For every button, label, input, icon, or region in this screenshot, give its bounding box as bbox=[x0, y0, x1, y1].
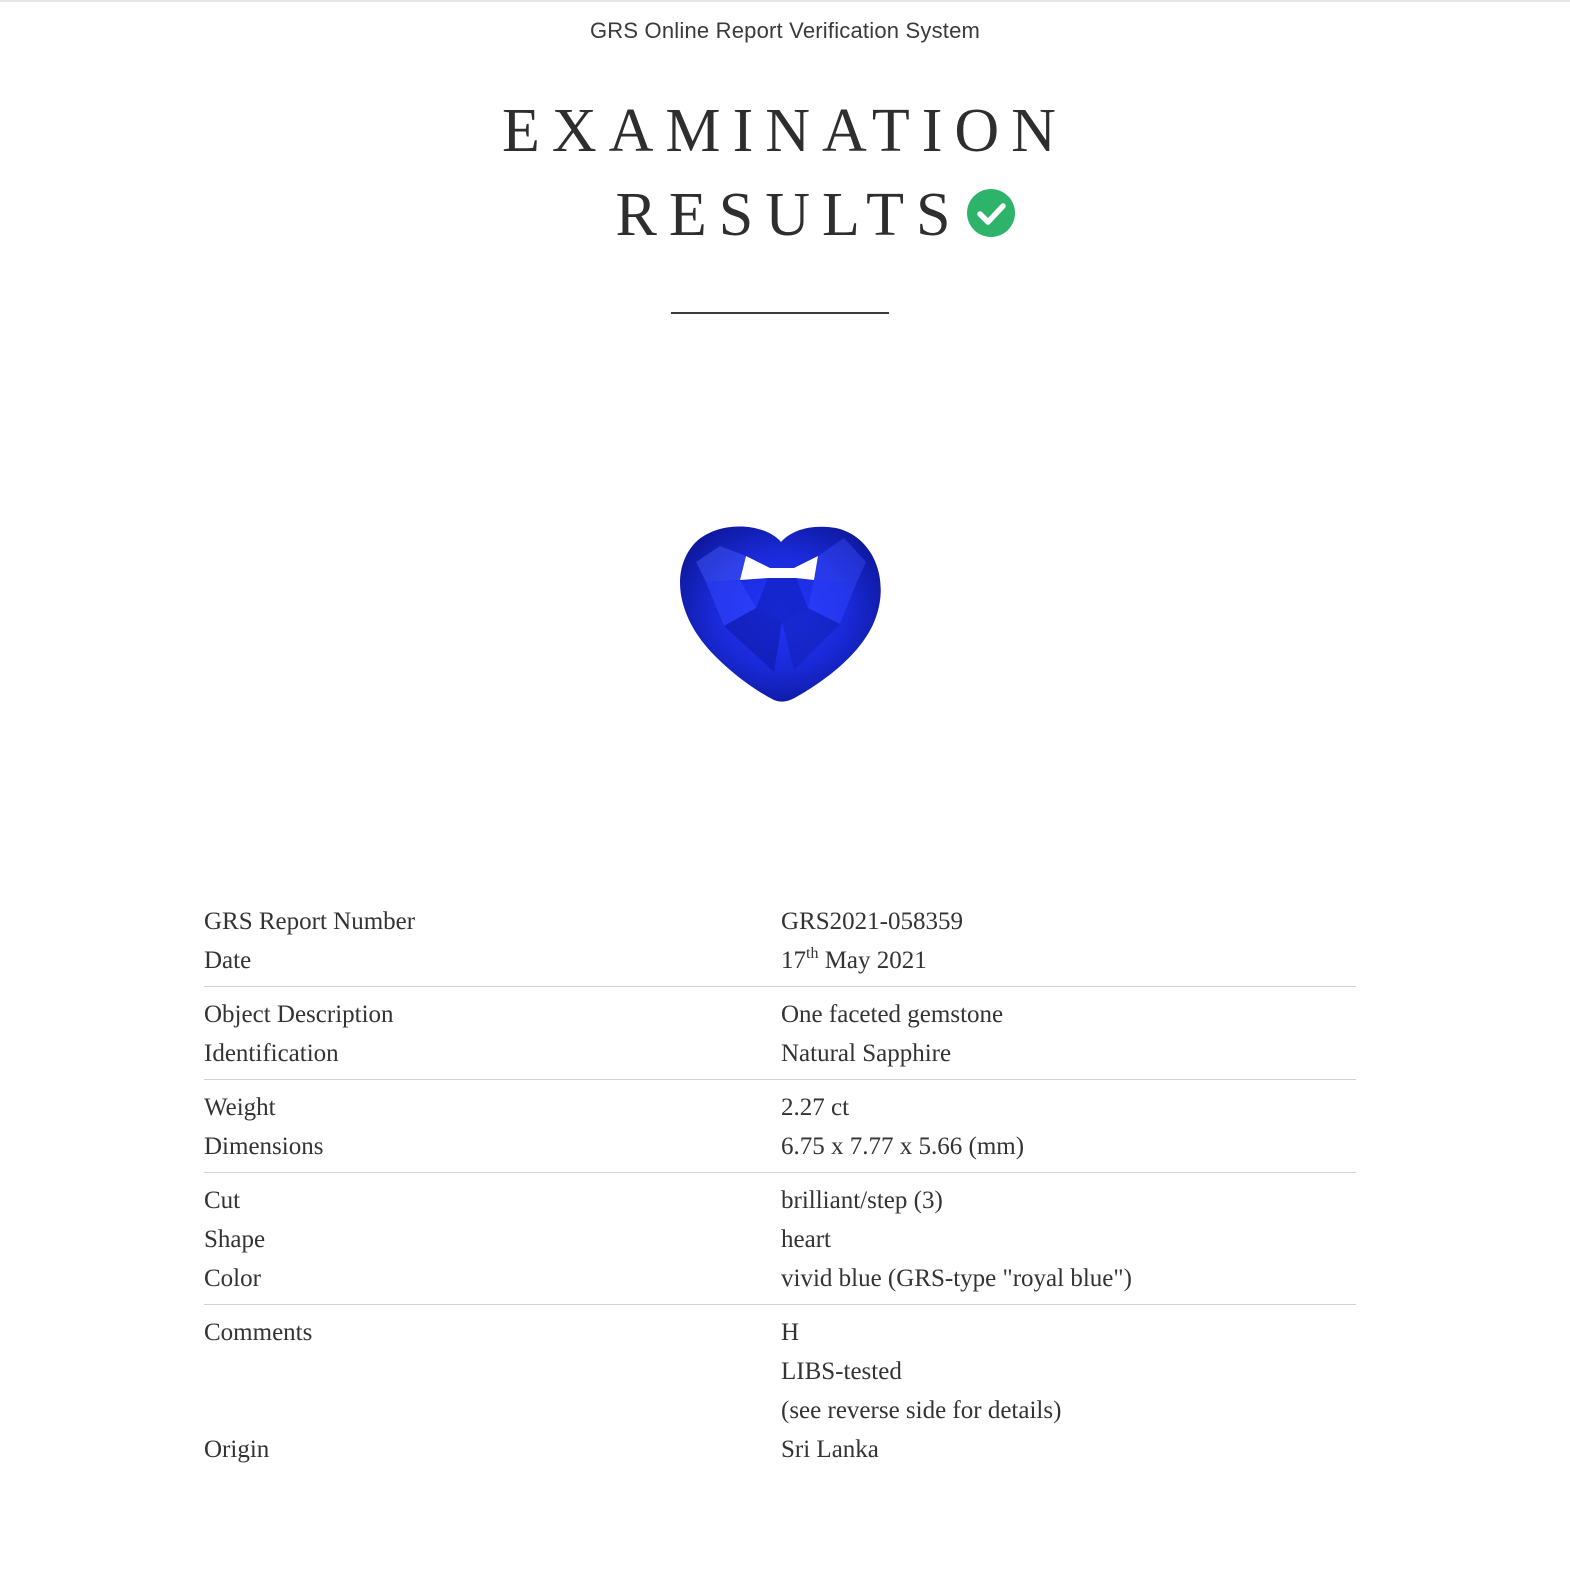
date-month-year: May 2021 bbox=[818, 947, 927, 974]
date-value bbox=[781, 941, 1356, 980]
shape-value: heart bbox=[781, 1226, 831, 1253]
dimensions-label: Dimensions bbox=[204, 1133, 324, 1160]
page-title-line2 bbox=[0, 181, 1570, 249]
cut-label: Cut bbox=[204, 1187, 241, 1214]
comments-value bbox=[781, 1313, 1356, 1430]
cut-value: brilliant/step (3) bbox=[781, 1187, 943, 1214]
top-border bbox=[0, 0, 1570, 2]
object-description-label: Object Description bbox=[204, 1001, 394, 1028]
identification-label: Identification bbox=[204, 1040, 339, 1067]
identification-value: Natural Sapphire bbox=[781, 1040, 952, 1067]
report-row-dimensions bbox=[204, 1127, 1356, 1166]
comments-label: Comments bbox=[204, 1319, 313, 1346]
report-row-identification bbox=[204, 1034, 1356, 1073]
object-description-value: One faceted gemstone bbox=[781, 1001, 1004, 1028]
report-row-weight bbox=[204, 1088, 1356, 1127]
date-label: Date bbox=[204, 947, 252, 974]
comments-line: (see reverse side for details) bbox=[781, 1397, 1062, 1424]
report-row-comments bbox=[204, 1313, 1356, 1430]
site-title: GRS Online Report Verification System bbox=[589, 18, 981, 43]
page-title-line1 bbox=[0, 97, 1570, 165]
report-group-appearance bbox=[204, 1181, 1356, 1305]
report-row-object-description bbox=[204, 995, 1356, 1034]
report-number-label: GRS Report Number bbox=[204, 908, 416, 935]
report-row-origin bbox=[204, 1430, 1356, 1469]
report-group-identification bbox=[204, 902, 1356, 987]
check-circle-icon bbox=[967, 189, 1015, 237]
report-group-measurements bbox=[204, 1088, 1356, 1173]
report-group-comments bbox=[204, 1313, 1356, 1475]
date-day: 17 bbox=[781, 947, 806, 974]
dimensions-value: 6.75 x 7.77 x 5.66 (mm) bbox=[781, 1133, 1025, 1160]
sapphire-heart-image bbox=[676, 522, 886, 702]
comments-line: LIBS-tested bbox=[781, 1358, 902, 1385]
date-suffix: th bbox=[806, 945, 819, 962]
shape-label: Shape bbox=[204, 1226, 266, 1253]
page-title-examination: EXAMINATION bbox=[502, 97, 1068, 165]
title-divider bbox=[671, 312, 889, 314]
origin-value: Sri Lanka bbox=[781, 1436, 879, 1463]
color-label: Color bbox=[204, 1265, 261, 1292]
report-number-value: GRS2021-058359 bbox=[781, 908, 963, 935]
color-value: vivid blue (GRS-type "royal blue") bbox=[781, 1265, 1132, 1292]
report-row-color bbox=[204, 1259, 1356, 1298]
origin-label: Origin bbox=[204, 1436, 270, 1463]
report-group-object bbox=[204, 995, 1356, 1080]
report-row-date bbox=[204, 941, 1356, 980]
report-row-number bbox=[204, 902, 1356, 941]
weight-value: 2.27 ct bbox=[781, 1094, 850, 1121]
comments-line: H bbox=[781, 1319, 800, 1346]
report-row-shape bbox=[204, 1220, 1356, 1259]
report-row-cut bbox=[204, 1181, 1356, 1220]
weight-label: Weight bbox=[204, 1094, 276, 1121]
report-details bbox=[204, 902, 1356, 1483]
page-title-results: RESULTS bbox=[615, 181, 963, 249]
